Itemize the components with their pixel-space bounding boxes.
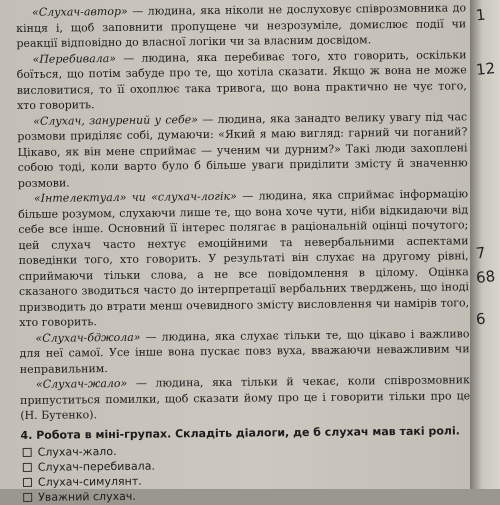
margin-note: 68 [475,267,496,287]
paragraph-sting [20,372,470,423]
margin-note: 7 [475,243,487,263]
checkbox-icon [23,493,32,502]
checkbox-icon [23,448,32,457]
paragraph-bee [19,326,469,377]
paragraph-intellectual [18,186,469,330]
checkbox-icon [23,463,32,472]
term: «Слухач, занурений у себе» [33,112,198,128]
role-label: Уважний слухач. [38,489,136,504]
role-label: Слухач-симулянт. [37,474,142,489]
definition: — людина, яка тільки й чекає, коли співрозмовник припуститься помилки, щоб сказати йому про це і говорити тільки про це (Н. Бутенко). [20,373,471,422]
definition: — людина, яка сприймає інформацію більше розумом, слухаючи лише те, що вона хоче чути, ніби відкидаючи від себе все інше. Основний її інтерес полягає в раціональній оцінці почутого; цей слухач часто нехтує емоційними та невербальними аспектами поведінки того, хто говорить. У результаті він слухає на другому рівні, сприймаючи тільки слова, а не все повідомлення в цілому. Оцінка сказаного зводиться часто до інтерпретації вербальних тверджень, що іноді призводить до втрати менш очевидного змісту висловлення чи намірів того, хто говорить. [18,187,470,329]
term: «Слухач-автор» [32,4,128,19]
paragraph-interrupter [16,47,467,114]
margin-note: 12 [475,59,496,79]
adjacent-page-edge [470,0,500,489]
checkbox-icon [23,478,32,487]
page-text [16,0,471,505]
definition: — людина, яка занадто велику увагу під час розмови приділяє собі, думаючи: «Який я маю вигляд: гарний чи поганий? Цікаво, як він мене сприймає — ученим чи дурним?» Такі люди захоплені собою тоді, коли варто було б більше уваги приділити змісту й значенню розмови. [17,109,468,190]
definition: — людина, яка слухає тільки те, що цікаво і важливо для неї самої. Усе інше вона пускає повз вуха, вважаючи неважливим чи неправильним. [19,326,470,376]
definition: — людина, яка перебиває того, хто говорить, оскільки боїться, що потім забуде про те, що хотіла сказати. Якщо ж вона не може висловитися, то її охоплює така тривога, що вона практично не чує того, хто говорить. [16,47,467,112]
margin-note: 6 [475,309,487,329]
paragraph-author [16,0,466,51]
term: «Перебивала» [32,51,117,66]
task-heading: 4. Робота в міні-групах. Складіть діалоги, де б слухач мав такі ролі. [20,423,460,442]
roles-list [21,440,472,505]
margin-note: 1 [475,5,487,25]
term: «Слухач-жало» [35,376,128,391]
paragraph-self-absorbed [17,109,468,191]
role-label: Слухач-перебивала. [37,459,155,474]
definition: — людина, яка ніколи не дослуховує співрозмовника до кінця і, щоб заповнити пропущене чи незрозуміле, домислює події чи реакції відповідно до власної логіки чи за власним досвідом. [16,1,467,50]
term: «Слухач-бджола» [35,330,141,345]
role-label: Слухач-жало. [37,444,117,459]
term: «Інтелектуал» чи «слухач-логік» [33,189,237,205]
